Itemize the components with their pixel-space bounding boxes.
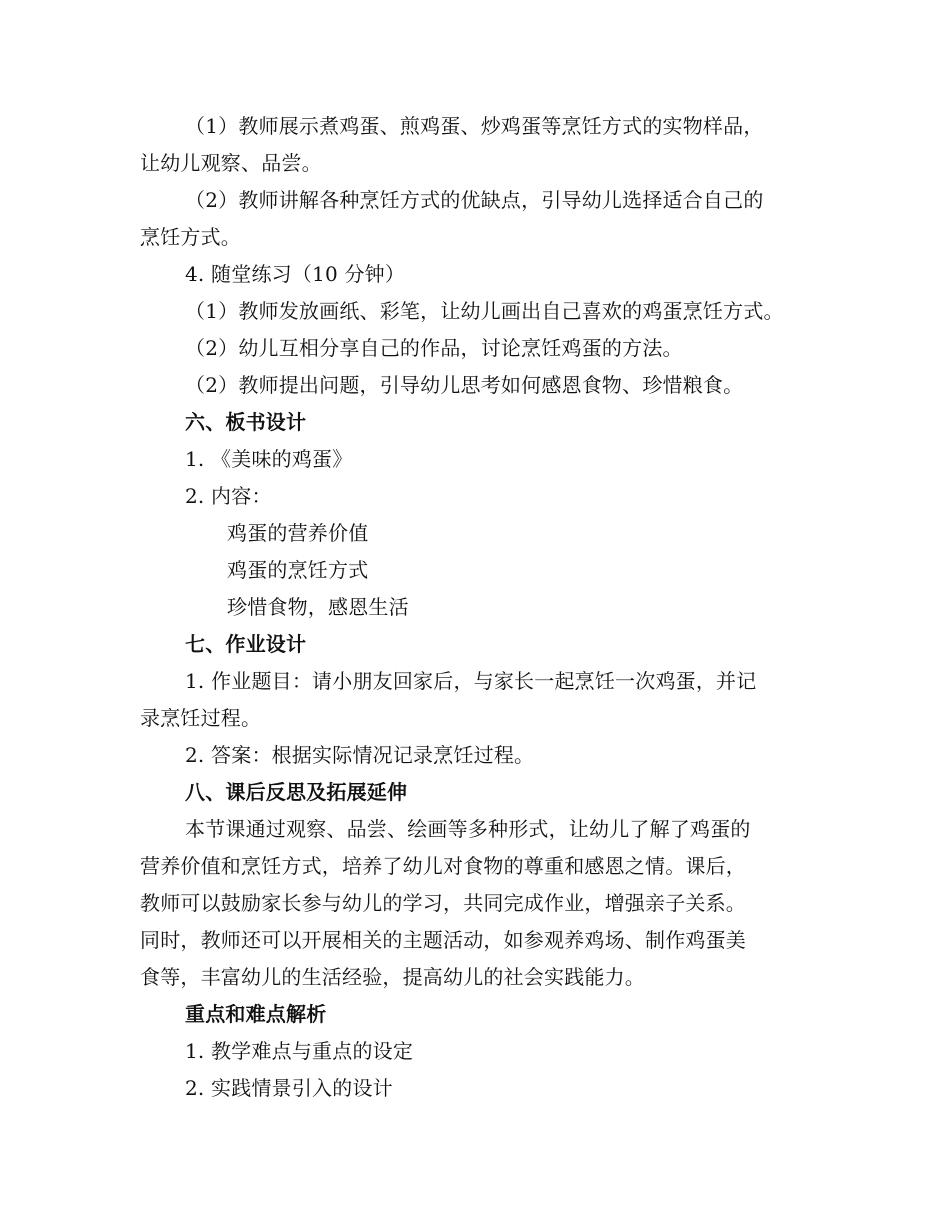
- list-item: 4. 随堂练习（10 分钟）: [185, 262, 406, 286]
- board-content-item: 鸡蛋的烹饪方式: [227, 558, 369, 582]
- paragraph-line: （1）教师展示煮鸡蛋、煎鸡蛋、炒鸡蛋等烹饪方式的实物样品，: [185, 114, 764, 138]
- paragraph-line: 录烹饪过程。: [140, 706, 262, 730]
- list-item: （2）幼儿互相分享自己的作品，讨论烹饪鸡蛋的方法。: [185, 336, 683, 360]
- list-item: 1. 作业题目：请小朋友回家后，与家长一起烹饪一次鸡蛋，并记: [185, 669, 757, 693]
- paragraph-line: （2）教师讲解各种烹饪方式的优缺点，引导幼儿选择适合自己的: [185, 188, 764, 212]
- paragraph-line: 同时，教师还可以开展相关的主题活动，如参观养鸡场、制作鸡蛋美: [140, 928, 746, 952]
- paragraph-line: 让幼儿观察、品尝。: [140, 151, 322, 175]
- paragraph-line: 教师可以鼓励家长参与幼儿的学习，共同完成作业，增强亲子关系。: [140, 891, 746, 915]
- list-item: （2）教师提出问题，引导幼儿思考如何感恩食物、珍惜粮食。: [185, 373, 744, 397]
- section-heading: 重点和难点解析: [185, 1002, 327, 1026]
- list-item: 1. 《美味的鸡蛋》: [185, 447, 353, 471]
- section-heading: 八、课后反思及拓展延伸: [185, 780, 408, 804]
- section-heading: 六、板书设计: [185, 410, 307, 434]
- list-item: 2. 答案：根据实际情况记录烹饪过程。: [185, 743, 535, 767]
- list-item: 2. 实践情景引入的设计: [185, 1076, 393, 1100]
- paragraph-line: 营养价值和烹饪方式，培养了幼儿对食物的尊重和感恩之情。课后，: [140, 854, 746, 878]
- paragraph-line: 本节课通过观察、品尝、绘画等多种形式，让幼儿了解了鸡蛋的: [185, 817, 751, 841]
- list-item: 1. 教学难点与重点的设定: [185, 1039, 414, 1063]
- list-item: （1）教师发放画纸、彩笔，让幼儿画出自己喜欢的鸡蛋烹饪方式。: [185, 299, 784, 323]
- board-content-item: 鸡蛋的营养价值: [227, 521, 369, 545]
- list-item: 2. 内容：: [185, 484, 272, 508]
- paragraph-line: 烹饪方式。: [140, 225, 241, 249]
- section-heading: 七、作业设计: [185, 632, 307, 656]
- paragraph-line: 食等，丰富幼儿的生活经验，提高幼儿的社会实践能力。: [140, 965, 645, 989]
- board-content-item: 珍惜食物，感恩生活: [227, 595, 409, 619]
